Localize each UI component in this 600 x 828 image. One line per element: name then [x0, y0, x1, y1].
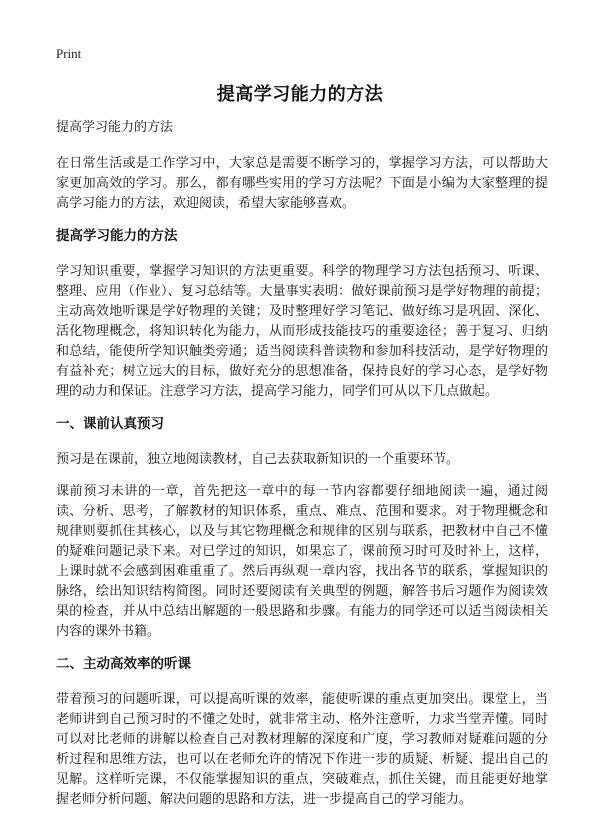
print-link[interactable]: Print: [56, 46, 82, 61]
section-preview-paragraph-1: 预习是在课前，独立地阅读教材，自己去获取新知识的一个重要环节。: [56, 452, 460, 467]
document-body: [56, 118, 548, 822]
document-subtitle: 提高学习能力的方法: [56, 120, 174, 135]
section-preview-paragraph-2: 课前预习未讲的一章，首先把这一章中的每一节内容都要仔细地阅读一遍，通过阅读、分析、思考，了解教材的知识体系，重点、难点、范围和要求。对于物理概念和规律则要抓住其核心，以及与其它物理概念和规律的区别与联系，把教材中自己不懂的疑难问题记录下来。对已学过的知识，如果忘了，课前预习时可及时补上，这样，上课时就不会感到困难重重了。然后再纵观一章内容，找出各节的联系，掌握知识的脉络，绘出知识结构简图。同时还要阅读有关典型的例题，解答书后习题作为阅读效果的检查，并从中总结出解题的一般思路和步骤。有能力的同学还可以适当阅读相关内容的课外书籍。: [56, 484, 548, 639]
document-title: 提高学习能力的方法: [216, 84, 384, 105]
section-heading-preview: 一、课前认真预习: [56, 416, 164, 432]
intro-paragraph: 在日常生活或是工作学习中，大家总是需要不断学习的，掌握学习方法，可以帮助大家更加高效的学习。那么，都有哪些实用的学习方法呢？下面是小编为大家整理的提高学习能力的方法，欢迎阅读，希望大家能够喜欢。: [56, 156, 548, 211]
section-heading-methods: 提高学习能力的方法: [56, 228, 178, 244]
section-methods-paragraph: 学习知识重要，掌握学习知识的方法更重要。科学的物理学习方法包括预习、听课、整理、应用（作业）、复习总结等。大量事实表明：做好课前预习是学好物理的前提；主动高效地听课是学好物理的关键；及时整理好学习笔记、做好练习是巩固、深化、活化物理概念，将知识转化为能力，从而形成技能技巧的重要途径；善于复习、归纳和总结，能使所学知识触类旁通；适当阅读科普读物和参加科技活动，是学好物理的有益补充；树立远大的目标，做好充分的思想准备，保持良好的学习心态，是学好物理的动力和保证。注意学习方法，提高学习能力，同学们可从以下几点做起。: [56, 264, 548, 399]
section-heading-listening: 二、主动高效率的听课: [56, 656, 191, 672]
section-listening-paragraph: 带着预习的问题听课，可以提高听课的效率，能使听课的重点更加突出。课堂上，当老师讲到自己预习时的不懂之处时，就非常主动、格外注意听，力求当堂弄懂。同时可以对比老师的讲解以检查自己对教材理解的深度和广度，学习教师对疑难问题的分析过程和思维方法，也可以在老师允许的情况下作进一步的质疑、析疑、提出自己的见解。这样听完课，不仅能掌握知识的重点，突破难点，抓住关键，而且能更好地掌握老师分析问题、解决问题的思路和方法，进一步提高自己的学习能力。: [56, 692, 548, 807]
